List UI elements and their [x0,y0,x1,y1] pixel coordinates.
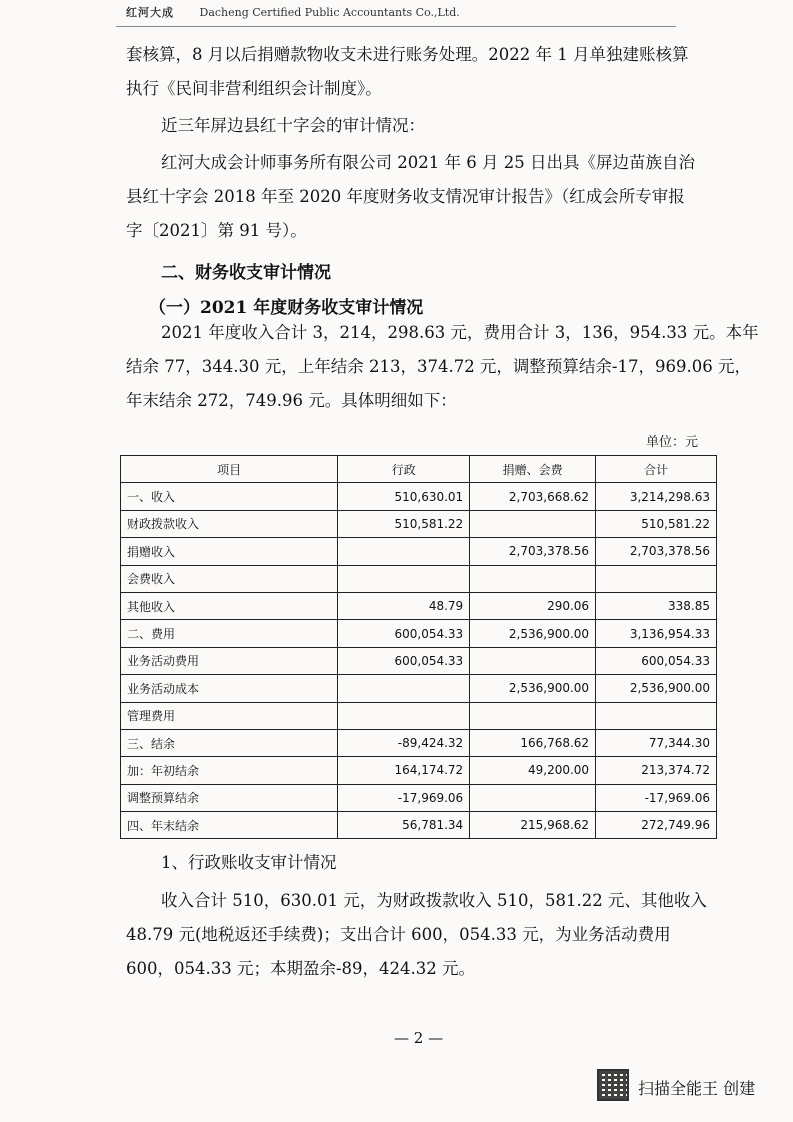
paragraph-line: 600，054.33 元；本期盈余-89，424.32 元。 [126,959,476,978]
table-row [121,702,717,729]
amount-cell: 2,703,668.62 [470,483,596,510]
row-label: 管理费用 [121,702,338,729]
paragraph-line: 年末结余 272，749.96 元。具体明细如下： [126,391,457,410]
row-label: 其他收入 [121,592,338,619]
qr-code-icon [597,1069,629,1101]
paragraph-line: 套核算，8 月以后捐赠款物收支未进行账务处理。2022 年 1 月单独建账核算 [126,45,689,64]
amount-cell: 600,054.33 [338,620,470,647]
amount-cell: 56,781.34 [338,812,470,839]
amount-cell: 77,344.30 [596,729,717,756]
amount-cell: 48.79 [338,592,470,619]
amount-cell [470,784,596,811]
amount-cell: -17,969.06 [596,784,717,811]
table-row [121,675,717,702]
paragraph-line: 结余 77，344.30 元，上年结余 213，374.72 元，调整预算结余-17，969.06 元， [126,357,751,376]
paragraph-line: 近三年屏边县红十字会的审计情况： [161,116,425,135]
amount-cell: 2,703,378.56 [596,538,717,565]
table-row [121,784,717,811]
row-label: 会费收入 [121,565,338,592]
amount-cell [596,565,717,592]
amount-cell: -89,424.32 [338,729,470,756]
amount-cell [338,675,470,702]
amount-cell: 2,536,900.00 [470,620,596,647]
table-row [121,592,717,619]
amount-cell [338,538,470,565]
subsection-heading: 1、行政账收支审计情况 [161,853,337,872]
row-label: 捐赠收入 [121,538,338,565]
amount-cell: 215,968.62 [470,812,596,839]
amount-cell [470,565,596,592]
table-row [121,620,717,647]
firm-name-english: Dacheng Certified Public Accountants Co.,Ltd. [199,6,460,19]
amount-cell: 164,174.72 [338,757,470,784]
amount-cell: 290.06 [470,592,596,619]
amount-cell: 49,200.00 [470,757,596,784]
table-row [121,647,717,674]
amount-cell: 338.85 [596,592,717,619]
scanner-watermark: 扫描全能王 创建 [638,1079,756,1098]
amount-cell: 272,749.96 [596,812,717,839]
amount-cell [470,647,596,674]
paragraph-line: 2021 年度收入合计 3，214，298.63 元，费用合计 3，136，954.33 元。本年 [161,323,759,342]
amount-cell: 510,581.22 [338,510,470,537]
amount-cell [470,510,596,537]
paragraph-line: 48.79 元(地税返还手续费)；支出合计 600，054.33 元，为业务活动费用 [126,925,671,944]
paragraph-line: 红河大成会计师事务所有限公司 2021 年 6 月 25 日出具《屏边苗族自治 [161,153,695,172]
financial-table [120,455,717,839]
amount-cell: 2,536,900.00 [596,675,717,702]
row-label: 业务活动成本 [121,675,338,702]
table-row [121,510,717,537]
row-label: 一、收入 [121,483,338,510]
paragraph-line: 县红十字会 2018 年至 2020 年度财务收支情况审计报告》（红成会所专审报 [126,187,685,206]
table-row [121,565,717,592]
row-label: 财政拨款收入 [121,510,338,537]
amount-cell [470,702,596,729]
amount-cell: 3,136,954.33 [596,620,717,647]
unit-label: 单位：元 [646,435,699,450]
amount-cell [338,565,470,592]
page-number: — 2 — [394,1029,444,1047]
row-label: 加：年初结余 [121,757,338,784]
amount-cell: 2,536,900.00 [470,675,596,702]
section-heading: 二、财务收支审计情况 [161,263,331,283]
row-label: 三、结余 [121,729,338,756]
paragraph-line: 执行《民间非营利组织会计制度》。 [126,79,382,98]
subsection-heading: （一）2021 年度财务收支审计情况 [149,298,424,318]
amount-cell: 213,374.72 [596,757,717,784]
row-label: 业务活动费用 [121,647,338,674]
paragraph-line: 收入合计 510，630.01 元，为财政拨款收入 510，581.22 元、其他收入 [161,891,707,910]
row-label: 调整预算结余 [121,784,338,811]
amount-cell: 3,214,298.63 [596,483,717,510]
table-row [121,757,717,784]
amount-cell: 600,054.33 [596,647,717,674]
table-row [121,538,717,565]
page-header [126,4,460,20]
table-row [121,812,717,839]
amount-cell: 2,703,378.56 [470,538,596,565]
table-row [121,483,717,510]
firm-logo: 红河大成 [126,6,174,19]
row-label: 二、费用 [121,620,338,647]
amount-cell: -17,969.06 [338,784,470,811]
amount-cell [596,702,717,729]
amount-cell: 600,054.33 [338,647,470,674]
amount-cell [338,702,470,729]
column-header: 捐赠、会费 [470,456,596,483]
column-header: 项目 [121,456,338,483]
column-header: 行政 [338,456,470,483]
amount-cell: 166,768.62 [470,729,596,756]
row-label: 四、年末结余 [121,812,338,839]
column-header: 合计 [596,456,717,483]
table-row [121,729,717,756]
amount-cell: 510,581.22 [596,510,717,537]
header-rule [116,26,676,27]
amount-cell: 510,630.01 [338,483,470,510]
table-header-row [121,456,717,483]
paragraph-line: 字〔2021〕第 91 号）。 [126,221,307,240]
